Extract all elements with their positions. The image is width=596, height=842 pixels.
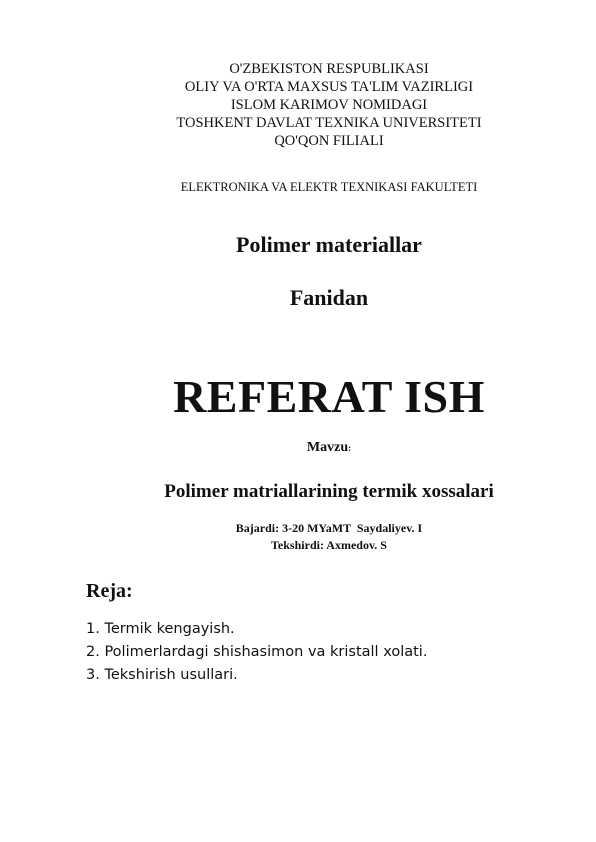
document-type-title: REFERAT ISH [173, 371, 485, 422]
plan-heading: Reja: [86, 580, 133, 602]
topic-label [0, 440, 596, 456]
topic-title: Polimer matriallarining termik xossalari [164, 481, 494, 502]
topic-label-colon: : [348, 443, 352, 453]
institution-header [0, 60, 596, 150]
checker-line: Tekshirdi: Axmedov. S [271, 538, 387, 552]
subject-suffix: Fanidan [289, 285, 369, 310]
plan-item: 1. Termik kengayish. [86, 621, 235, 637]
header-line-ministry: OLIY VA O'RTA MAXSUS TA'LIM VAZIRLIGI [184, 79, 474, 95]
header-line-university: TOSHKENT DAVLAT TEXNIKA UNIVERSITETI [176, 115, 482, 131]
header-line-country: O'ZBEKISTON RESPUBLIKASI [229, 61, 429, 77]
plan-list [86, 618, 427, 687]
author-info [0, 520, 596, 554]
plan-item: 3. Tekshirish usullari. [86, 667, 238, 683]
topic-label-text: Mavzu [306, 440, 349, 455]
subject-title: Polimer materiallar [236, 232, 422, 257]
header-line-branch: QO'QON FILIALI [274, 133, 384, 149]
plan-item: 2. Polimerlardagi shishasimon va kristall xolati. [86, 644, 428, 660]
author-line: Bajardi: 3-20 MYaMT Saydaliyev. I [235, 521, 423, 535]
faculty-name: ELEKTRONIKA VA ELEKTR TEXNIKASI FAKULTETI [180, 180, 478, 194]
header-line-named-after: ISLOM KARIMOV NOMIDAGI [230, 97, 428, 113]
